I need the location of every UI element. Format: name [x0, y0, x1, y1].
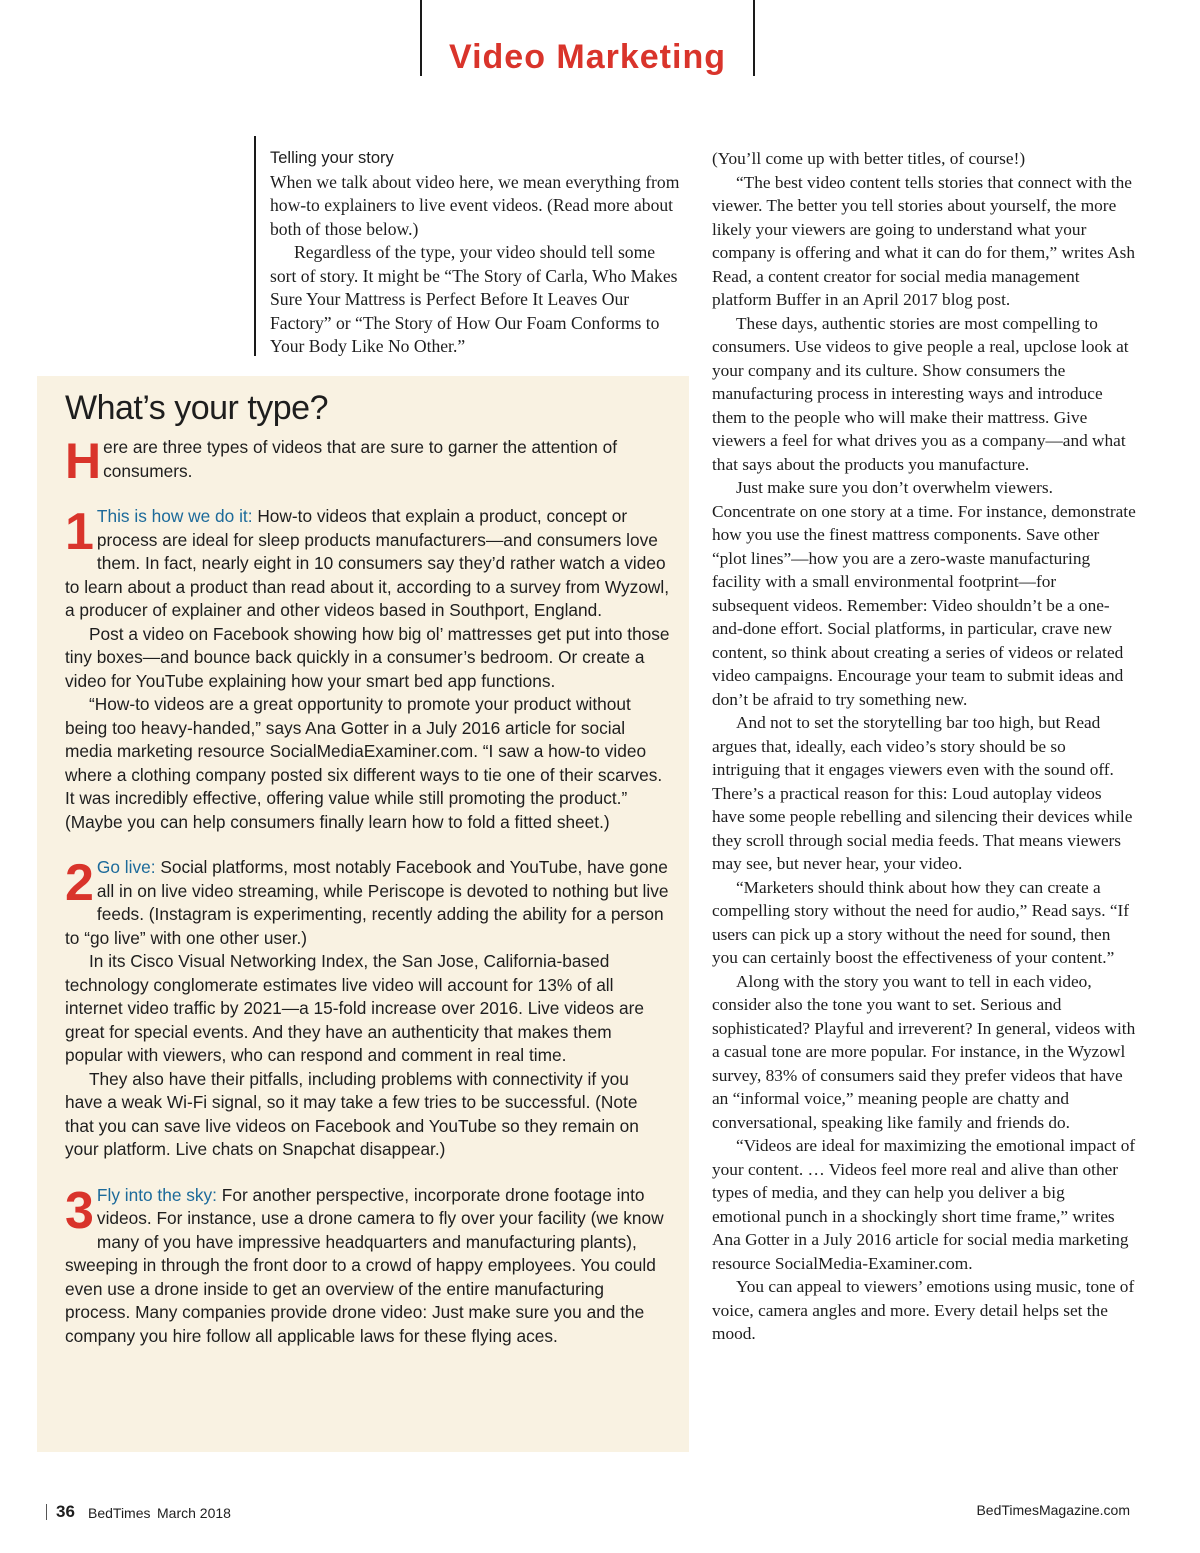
intro-paragraph: Regardless of the type, your video should tell some sort of story. It might be “The Story of Carla, Who Makes Sure Your Mattress is Perfect Before It Leaves Our Factory” or “The Story of How Our Foam Conforms to Your Body Like No Other.” [270, 242, 678, 356]
item-number: 3 [65, 1181, 94, 1240]
section-title: Video Marketing [449, 38, 726, 76]
intro-heading: Telling your story [270, 149, 394, 167]
body-paragraph: “Marketers should think about how they can create a compelling story without the need for audio,” Read says. “If users can pick up a story without the need for sound, then you can certainly boost the effectiveness of your content.” [712, 877, 1130, 967]
item-text: For another perspective, incorporate drone footage into videos. For instance, use a drone camera to fly over your facility (we know many of you have impressive headquarters and manufacturing plants), sweeping in through the front door to a crowd of happy employees. You could even use a drone inside to get an overview of the entire manufacturing process. Many companies provide drone video: Just make sure you and the company you hire follow all applicable laws for these flying aces. [65, 1184, 664, 1346]
body-paragraph: These days, authentic stories are most compelling to consumers. Use videos to give people a real, upclose look at your company and its culture. Show consumers the manufacturing process in interesting ways and introduce them to the people who will make their mattress. Give viewers a feel for what drives you as a company—and what that says about the products you manufacture. [712, 313, 1129, 474]
body-paragraph: “Videos are ideal for maximizing the emotional impact of your content. … Videos feel more real and alive than other types of media, and they can help you deliver a big emotional punch in a shockingly short time frame,” writes Ana Gotter in a July 2016 article for social media marketing resource SocialMedia-Examiner.com. [712, 1136, 1136, 1273]
sidebar-box [37, 376, 689, 1452]
body-paragraph: Along with the story you want to tell in each video, consider also the tone you want to set. Serious and sophisticated? Playful and irreverent? In general, videos with a casual tone are more popular. For instance, in the Wyzowl survey, 83% of consumers said they prefer videos that have an “informal voice,” meaning people are chatty and conversational, speaking like family and friends do. [712, 971, 1136, 1132]
right-column [712, 147, 1137, 1346]
drop-cap: H [65, 433, 102, 489]
item-first-paragraph [65, 1181, 671, 1349]
item-first-paragraph [65, 505, 671, 623]
body-paragraph: And not to set the storytelling bar too high, but Read argues that, ideally, each video’s story should be so intriguing that it engages viewers even with the sound off. There’s a practical reason for this: Loud autoplay videos have some people rebelling and silencing their devices while they scroll through social media feeds. That means viewers may see, but never hear, your video. [712, 713, 1133, 873]
video-type-item-drone [65, 1181, 671, 1349]
item-paragraph: Post a video on Facebook showing how big ol’ mattresses get put into those tiny boxes—and bounce back quickly in a consumer’s bedroom. Or create a video for YouTube explaining how your smart bed app functions. [65, 623, 670, 691]
body-paragraph: You can appeal to viewers’ emotions using music, tone of voice, camera angles and more. Every detail helps set the mood. [712, 1277, 1135, 1343]
sidebar-lead-text: ere are three types of videos that are sure to garner the attention of consumers. [103, 437, 618, 481]
footer-rule [46, 1504, 47, 1520]
item-text: How-to videos that explain a product, concept or process are ideal for sleep products manufacturers—and consumers love them. In fact, nearly eight in 10 consumers say they’d rather watch a video to learn about a product than read about it, according to a survey from Wyzowl, a producer of explainer and other videos based in Southport, England. [65, 506, 670, 620]
item-heading: This is how we do it: [96, 506, 253, 526]
intro-section [270, 147, 680, 359]
item-heading: Go live: [96, 857, 156, 877]
item-number: 1 [65, 503, 94, 561]
item-number: 2 [65, 854, 94, 912]
intro-paragraph: When we talk about video here, we mean everything from how-to explainers to live event videos. (Read more about both of those below.) [270, 171, 680, 239]
item-first-paragraph [65, 856, 671, 950]
page-number: 36 [56, 1502, 75, 1521]
video-type-item-how-to [65, 505, 671, 834]
intro-rule [254, 136, 256, 356]
website-link[interactable]: BedTimesMagazine.com [976, 1502, 1130, 1518]
body-paragraph: Just make sure you don’t overwhelm viewers. Concentrate on one story at a time. For instance, demonstrate how you use the finest mattress components. Save other “plot lines”—how you are a zero-waste manufacturing facility with a small environmental footprint—for subsequent videos. Remember: Video shouldn’t be a one-and-done effort. Social platforms, in particular, crave new content, so think about creating a series of videos or related video campaigns. Encourage your team to submit ideas and don’t be afraid to try something new. [712, 478, 1136, 709]
item-paragraph: They also have their pitfalls, including problems with connectivity if you have a weak Wi-Fi signal, so it may take a few tries to be successful. (Note that you can save live videos on Facebook and YouTube so they remain on your platform. Live chats on Snapchat disappear.) [65, 1068, 639, 1159]
item-heading: Fly into the sky: [96, 1184, 217, 1205]
header-rule-right [753, 0, 755, 76]
issue-date: March 2018 [157, 1505, 231, 1521]
publication-name: BedTimes [88, 1505, 151, 1521]
body-paragraph: “The best video content tells stories that connect with the viewer. The better you tell stories about yourself, the more likely your viewers are going to understand what your company is offering and what it can do for them,” writes Ash Read, a content creator for social media management platform Buffer in an April 2017 blog post. [712, 172, 1135, 309]
item-paragraph: In its Cisco Visual Networking Index, the San Jose, California-based technology conglomerate estimates live video will account for 13% of all internet video traffic by 2021—a 15-fold increase over 2016. Live videos are great for special events. And they have an authenticity that makes them popular with viewers, who can respond and comment in real time. [65, 951, 644, 1065]
sidebar-title: What’s your type? [65, 389, 329, 427]
video-type-item-go-live [65, 856, 671, 1162]
item-text: Social platforms, most notably Facebook and YouTube, have gone all in on live video streaming, while Periscope is devoted to nothing but live feeds. (Instagram is experimenting, recently adding the ability for a person to “go live” with one other user.) [65, 857, 669, 948]
sidebar-lead [65, 433, 671, 489]
item-paragraph: “How-to videos are a great opportunity to promote your product without being too heavy-handed,” says Ana Gotter in a July 2016 article for social media marketing resource SocialMediaExaminer.com. “I saw a how-to video where a clothing company posted six different ways to tie one of their scarves. It was incredibly effective, offering value while still promoting the product.” (Maybe you can help consumers finally learn how to fold a fitted sheet.) [65, 694, 663, 832]
body-paragraph: (You’ll come up with better titles, of course!) [712, 149, 1026, 168]
